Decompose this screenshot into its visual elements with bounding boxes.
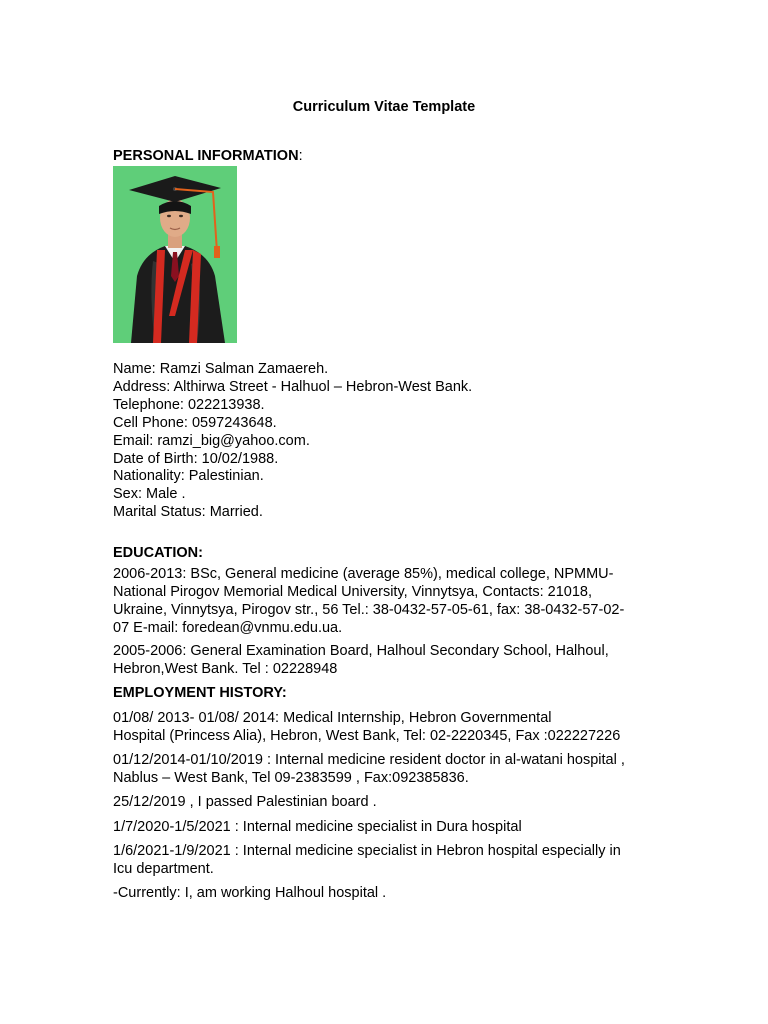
employment-line: Icu department. <box>113 860 214 877</box>
sex-line: Sex: Male . <box>113 486 186 503</box>
employment-line: 25/12/2019 , I passed Palestinian board . <box>113 794 377 810</box>
employment-entry <box>113 819 653 837</box>
education-entry <box>113 566 653 638</box>
date-of-birth-line: Date of Birth: 10/02/1988. <box>113 450 279 467</box>
employment-line: -Currently: I, am working Halhoul hospital . <box>113 885 387 901</box>
education-line: 07 E-mail: foredean@vnmu.edu.ua. <box>113 619 343 636</box>
employment-entry <box>113 843 653 879</box>
education-line: 2006-2013: BSc, General medicine (average 85%), medical college, NPMMU- <box>113 566 614 582</box>
marital-status-line: Marital Status: Married. <box>113 504 263 521</box>
employment-line: 01/08/ 2013- 01/08/ 2014: Medical Internship, Hebron Governmental <box>113 710 552 726</box>
telephone-line: Telephone: 022213938. <box>113 396 265 413</box>
personal-info-heading-text: PERSONAL INFORMATION <box>113 148 299 164</box>
education-line: Ukraine, Vinnytsya, Pirogov str., 56 Tel.: 38-0432-57-05-61, fax: 38-0432-57-02- <box>113 601 625 618</box>
personal-details <box>113 361 653 522</box>
education-entry <box>113 643 653 679</box>
graduate-portrait-icon <box>113 166 237 343</box>
education-line: Hebron,West Bank. Tel : 02228948 <box>113 660 338 677</box>
employment-line: 1/6/2021-1/9/2021 : Internal medicine specialist in Hebron hospital especially in <box>113 843 621 859</box>
name-line: Name: Ramzi Salman Zamaereh. <box>113 361 329 377</box>
employment-line: Nablus – West Bank, Tel 09-2383599 , Fax:092385836. <box>113 769 469 786</box>
education-line: 2005-2006: General Examination Board, Halhoul Secondary School, Halhoul, <box>113 643 609 659</box>
nationality-line: Nationality: Palestinian. <box>113 468 264 485</box>
cell-phone-line: Cell Phone: 0597243648. <box>113 414 277 431</box>
personal-info-heading <box>113 148 303 164</box>
email-line: Email: ramzi_big@yahoo.com. <box>113 432 310 449</box>
employment-entry <box>113 885 653 903</box>
employment-heading: EMPLOYMENT HISTORY: <box>113 685 287 701</box>
education-heading: EDUCATION: <box>113 545 203 561</box>
employment-line: Hospital (Princess Alia), Hebron, West Bank, Tel: 02-2220345, Fax :022227226 <box>113 727 621 744</box>
employment-line: 01/12/2014-01/10/2019 : Internal medicine resident doctor in al-watani hospital , <box>113 752 625 768</box>
employment-entry <box>113 710 653 746</box>
graduate-photo <box>113 166 237 343</box>
employment-entry <box>113 794 653 812</box>
education-line: National Pirogov Memorial Medical University, Vinnytsya, Contacts: 21018, <box>113 583 592 600</box>
employment-entry <box>113 752 653 788</box>
personal-info-heading-colon: : <box>298 148 303 164</box>
address-line: Address: Althirwa Street - Halhuol – Hebron-West Bank. <box>113 378 473 395</box>
document-title: Curriculum Vitae Template <box>292 99 476 115</box>
employment-line: 1/7/2020-1/5/2021 : Internal medicine specialist in Dura hospital <box>113 819 522 835</box>
